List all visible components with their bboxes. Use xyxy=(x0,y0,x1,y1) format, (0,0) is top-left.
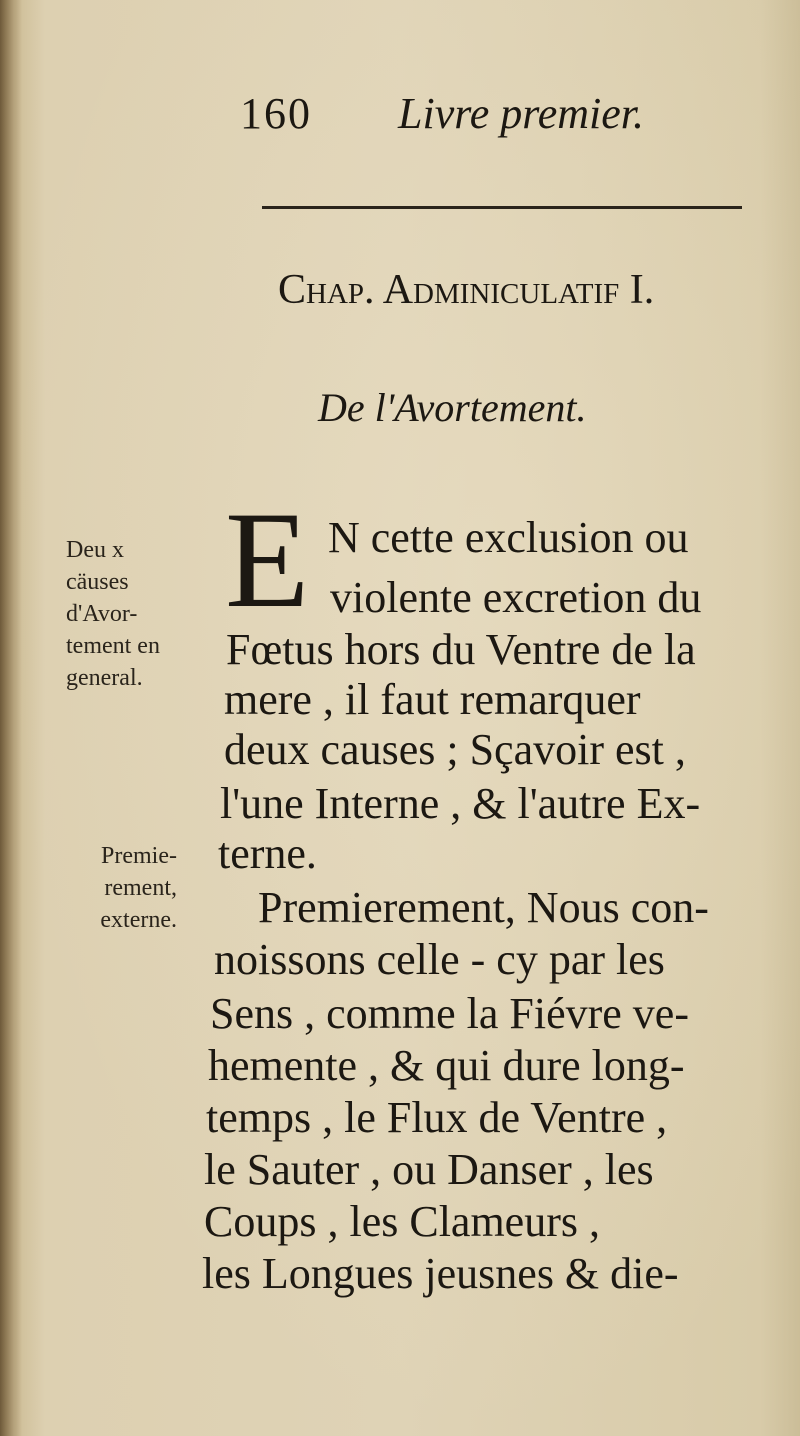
margin-note-line: general. xyxy=(66,665,143,691)
margin-note-line: externe. xyxy=(100,907,177,933)
header-rule xyxy=(262,206,742,209)
margin-note-line: rement, xyxy=(104,875,177,901)
body-line: deux causes ; Sçavoir est , xyxy=(224,725,686,774)
body-line: les Longues jeusnes & die- xyxy=(202,1249,679,1298)
body-line: l'une Interne , & l'autre Ex- xyxy=(220,779,701,828)
body-line: mere , il faut remarquer xyxy=(224,675,641,724)
margin-note-line: Deu x xyxy=(66,537,124,563)
body-line: N cette exclusion ou xyxy=(328,513,689,562)
body-line: noissons celle - cy par les xyxy=(214,935,665,984)
margin-note-line: tement en xyxy=(66,633,160,659)
body-line: Sens , comme la Fiévre ve- xyxy=(210,989,689,1038)
chapter-heading: Chap. Adminiculatif I. xyxy=(278,267,655,313)
body-line: Fœtus hors du Ventre de la xyxy=(226,625,696,674)
body-line: violente excretion du xyxy=(330,573,702,622)
margin-note-line: d'Avor- xyxy=(66,601,138,627)
body-line: Premierement, Nous con- xyxy=(258,883,709,932)
section-title: De l'Avortement. xyxy=(318,385,587,430)
book-spine-edge xyxy=(0,0,22,1436)
body-line: temps , le Flux de Ventre , xyxy=(206,1093,668,1142)
margin-note-line: cäuses xyxy=(66,569,129,595)
body-line: hemente , & qui dure long- xyxy=(208,1041,685,1090)
page-number: 160 xyxy=(240,89,312,138)
running-head xyxy=(240,88,710,148)
drop-cap: E xyxy=(225,483,310,636)
body-line: Coups , les Clameurs , xyxy=(204,1197,600,1246)
running-title: Livre premier. xyxy=(398,89,645,138)
body-line: terne. xyxy=(218,829,317,878)
margin-note-causes xyxy=(66,534,216,694)
margin-note-external xyxy=(52,840,202,936)
body-line: le Sauter , ou Danser , les xyxy=(204,1145,654,1194)
margin-note-line: Premie- xyxy=(101,843,177,869)
